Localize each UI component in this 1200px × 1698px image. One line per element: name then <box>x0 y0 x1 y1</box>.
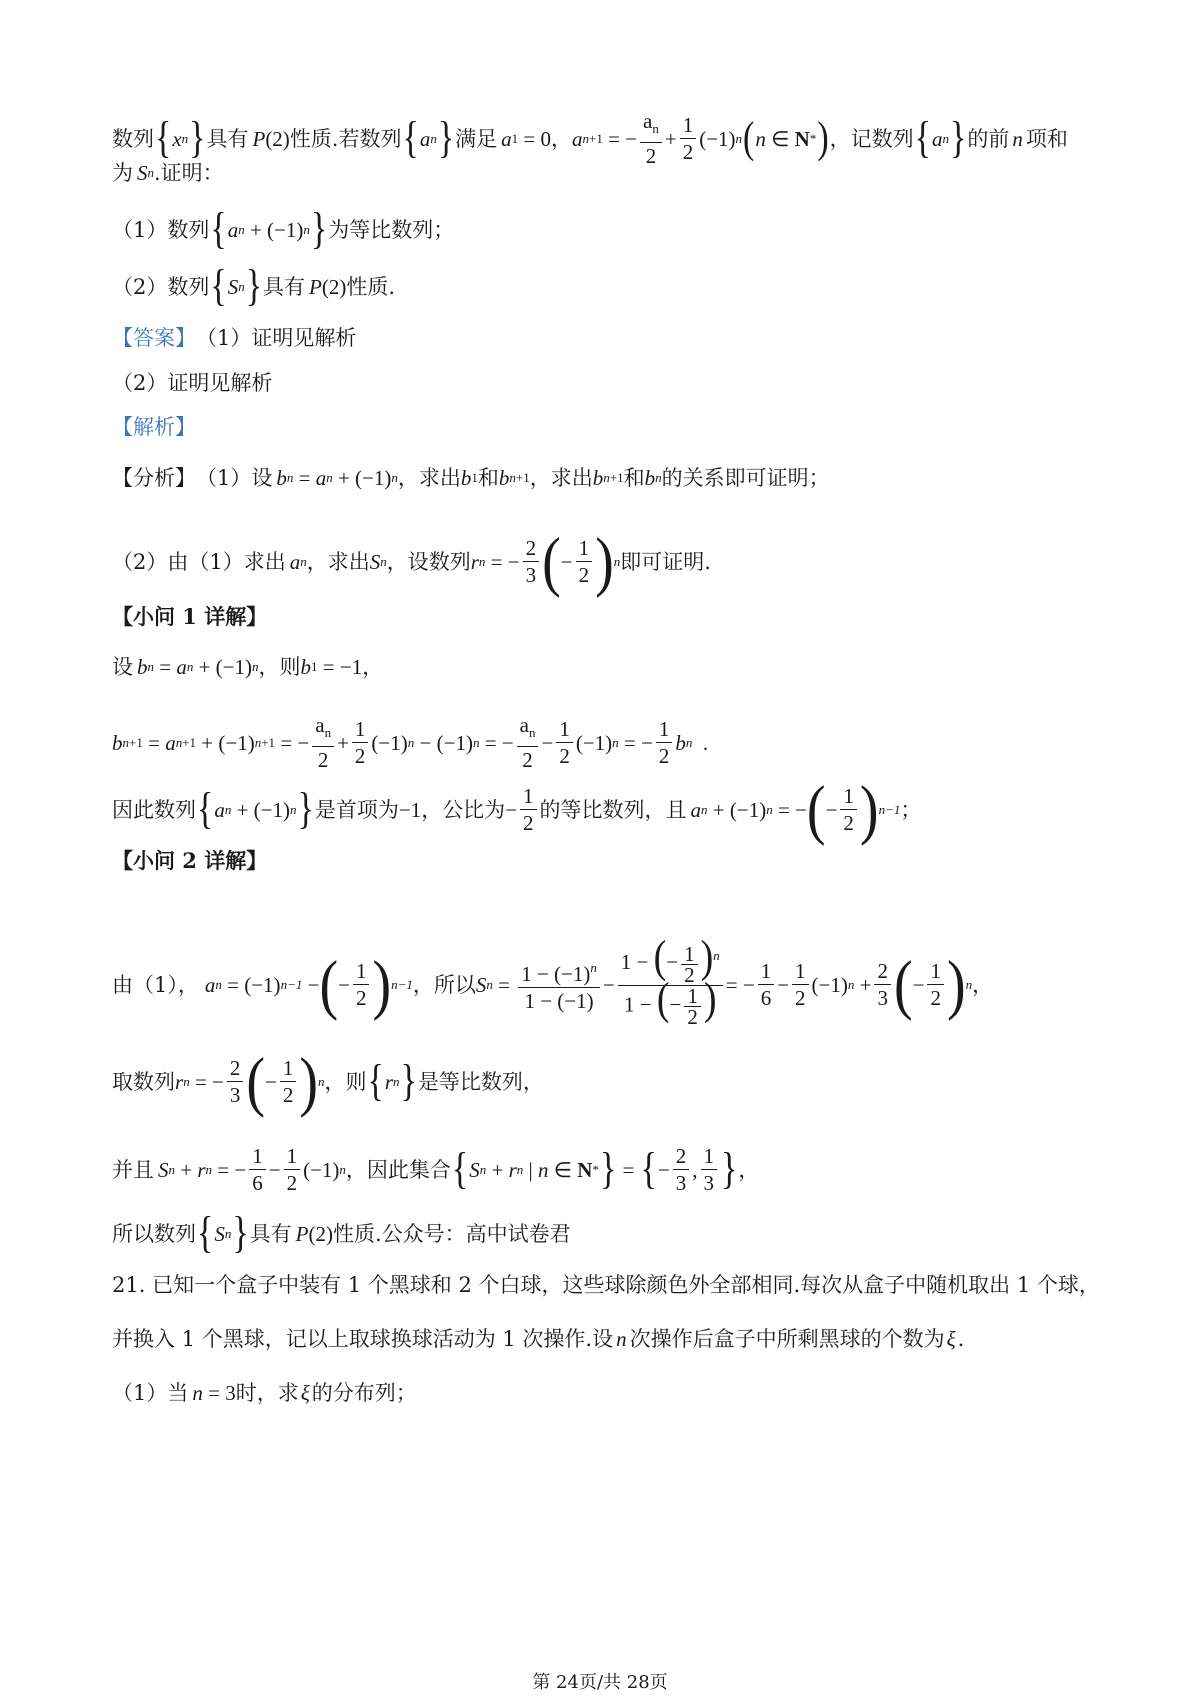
sub1-line-2: b n +1 = a n +1 + (−1) n +1 = − $\frac{a_n}{2}$ + $\frac{1}{2}$ (−1) n − (−1) n = − $\frac{a_n}{2}$ − $\frac{1}{2}$ (−1) n = − $\frac{1}{2}$ b n . <box>112 713 709 772</box>
analysis-line-1: 【分析】 （1）设 b n = a n + (−1) n ，求出 b 1 和 b n +1 ，求出 b n +1 和 b n 的关系即可证明； <box>112 466 830 490</box>
answer-line-1: 【答案】 （1）证明见解析 <box>112 323 1110 353</box>
page-footer: 第 24页/共 28页 <box>532 1672 668 1693</box>
question-part-2: （2）数列 { S n } 具有 P (2) 性质. <box>112 262 396 311</box>
sub1-title: 【小问 1 详解】 <box>112 604 268 629</box>
q21-line-2: 并换入 1 个黑球，记以上取球换球活动为 1 次操作.设 n 次操作后盒子中所剩黑球的个数为 ξ . <box>112 1327 965 1351</box>
jiexi-tag: 【解析】 <box>112 415 196 439</box>
sub1-line-3: 因此数列 { a n + (−1) n } 是首项为 −1 ，公比为 − $\frac{1}{2}$ 的等比数列，且 a n + (−1) n = − ( − $\frac{1}{2}$ ) n−1 ； <box>112 772 922 847</box>
answer-tag: 【答案】 <box>112 326 196 350</box>
sub2-line-2: 取数列 r n = − $\frac{2}{3}$ ( − $\frac{1}{2}$ ) n ，则 { r n } 是等比数列， <box>112 1044 544 1119</box>
sub1-line-1: 设 b n = a n + (−1) n ，则 b 1 = −1 ， <box>112 655 384 679</box>
intro-line-1: 数列 { x n } 具有 P (2) 性质.若数列 { a n } 满足 a 1 = 0 ， a n +1 = − $\frac{a_n}{2}$ + $\frac{1}{2}$ (−1) n ( n ∈ N * ) ，记数列 { a n } 的前 n 项和 <box>112 109 1068 168</box>
sub2-line-1: 由（1）， a n = (−1) n−1 − ( − $\frac{1}{2}$ ) n−1 ，所以 S n = $\frac{1 - (-1)^n}{1 - (-1)}$ − 1 − (− $\frac{1}{2}$ )$^n$ 1 − (− $\frac{1}{2}$ ) = − $\frac{1}{6}$ − $\frac{1}{2}$ (−1) n + $\frac{2}{3}$ ( − $\frac{1}{2}$ ) n ， <box>112 931 994 1029</box>
sub2-title: 【小问 2 详解】 <box>112 848 268 873</box>
q21-line-1: 21. 已知一个盒子中装有 1 个黑球和 2 个白球，这些球除颜色外全部相同.每次从盒子中随机取出 1 个球， <box>112 1273 1100 1297</box>
intro-line-2: 为 S n .证明： <box>112 161 224 185</box>
sub2-line-3: 并且 S n + r n = − $\frac{1}{6}$ − $\frac{1}{2}$ (−1) n ，因此集合 { S n + r n | n ∈ N * } = { − $\frac{2}{3}$ , $\frac{1}{3}$ } ， <box>112 1144 760 1195</box>
sub2-line-4: 所以数列 { S n } 具有 P (2) 性质.公众号：高中试卷君 <box>112 1209 571 1258</box>
analysis-line-2: （2）由（1）求出 a n ，求出 S n ，设数列 r n = − $\frac{2}{3}$ ( − $\frac{1}{2}$ ) n 即可证明. <box>112 524 711 599</box>
q21-line-3: （1）当 n = 3 时，求 ξ 的分布列； <box>112 1381 417 1405</box>
question-part-1: （1）数列 { a n + (−1) n } 为等比数列； <box>112 205 455 254</box>
jiexi-heading <box>112 412 1110 442</box>
answer-line-2: （2）证明见解析 <box>112 371 273 395</box>
